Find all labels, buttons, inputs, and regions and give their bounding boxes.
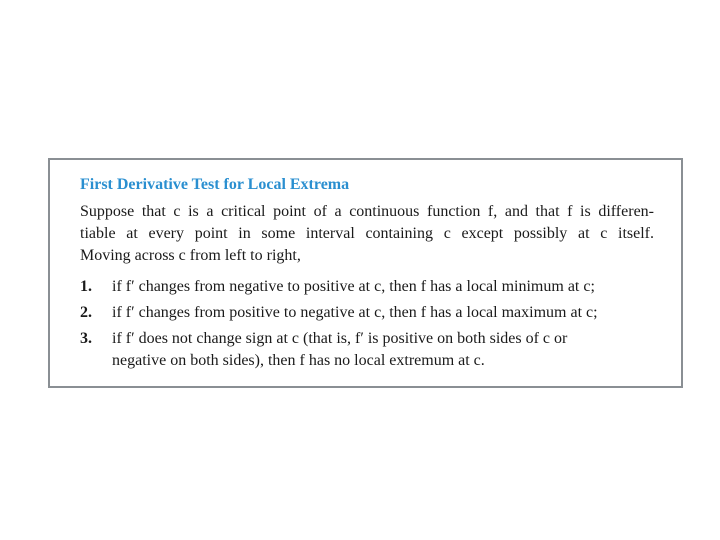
rule-line: if f′ does not change sign at c (that is, f′ is positive on both sides of c or — [112, 330, 568, 347]
rule-text — [112, 328, 655, 372]
rule-number: 2. — [80, 304, 92, 321]
intro-line: tiable at every point in some interval containing c except possibly at c itself. — [80, 225, 654, 242]
rule-line: negative on both sides), then f has no local extremum at c. — [112, 352, 485, 369]
intro-line: Suppose that c is a critical point of a continuous function f, and that f is differen- — [80, 203, 654, 220]
rule-text — [112, 302, 655, 324]
rule-text — [112, 276, 655, 298]
rule-item-2 — [80, 302, 655, 324]
theorem-title: First Derivative Test for Local Extrema — [80, 176, 350, 193]
rule-number: 1. — [80, 278, 92, 295]
intro-line: Moving across c from left to right, — [80, 247, 301, 264]
rule-line: if f′ changes from positive to negative at c, then f has a local maximum at c; — [112, 304, 598, 321]
rule-item-3 — [80, 328, 655, 372]
rule-line: if f′ changes from negative to positive at c, then f has a local minimum at c; — [112, 278, 595, 295]
intro-paragraph — [80, 201, 654, 267]
rule-number: 3. — [80, 330, 92, 347]
rule-item-1 — [80, 276, 655, 298]
